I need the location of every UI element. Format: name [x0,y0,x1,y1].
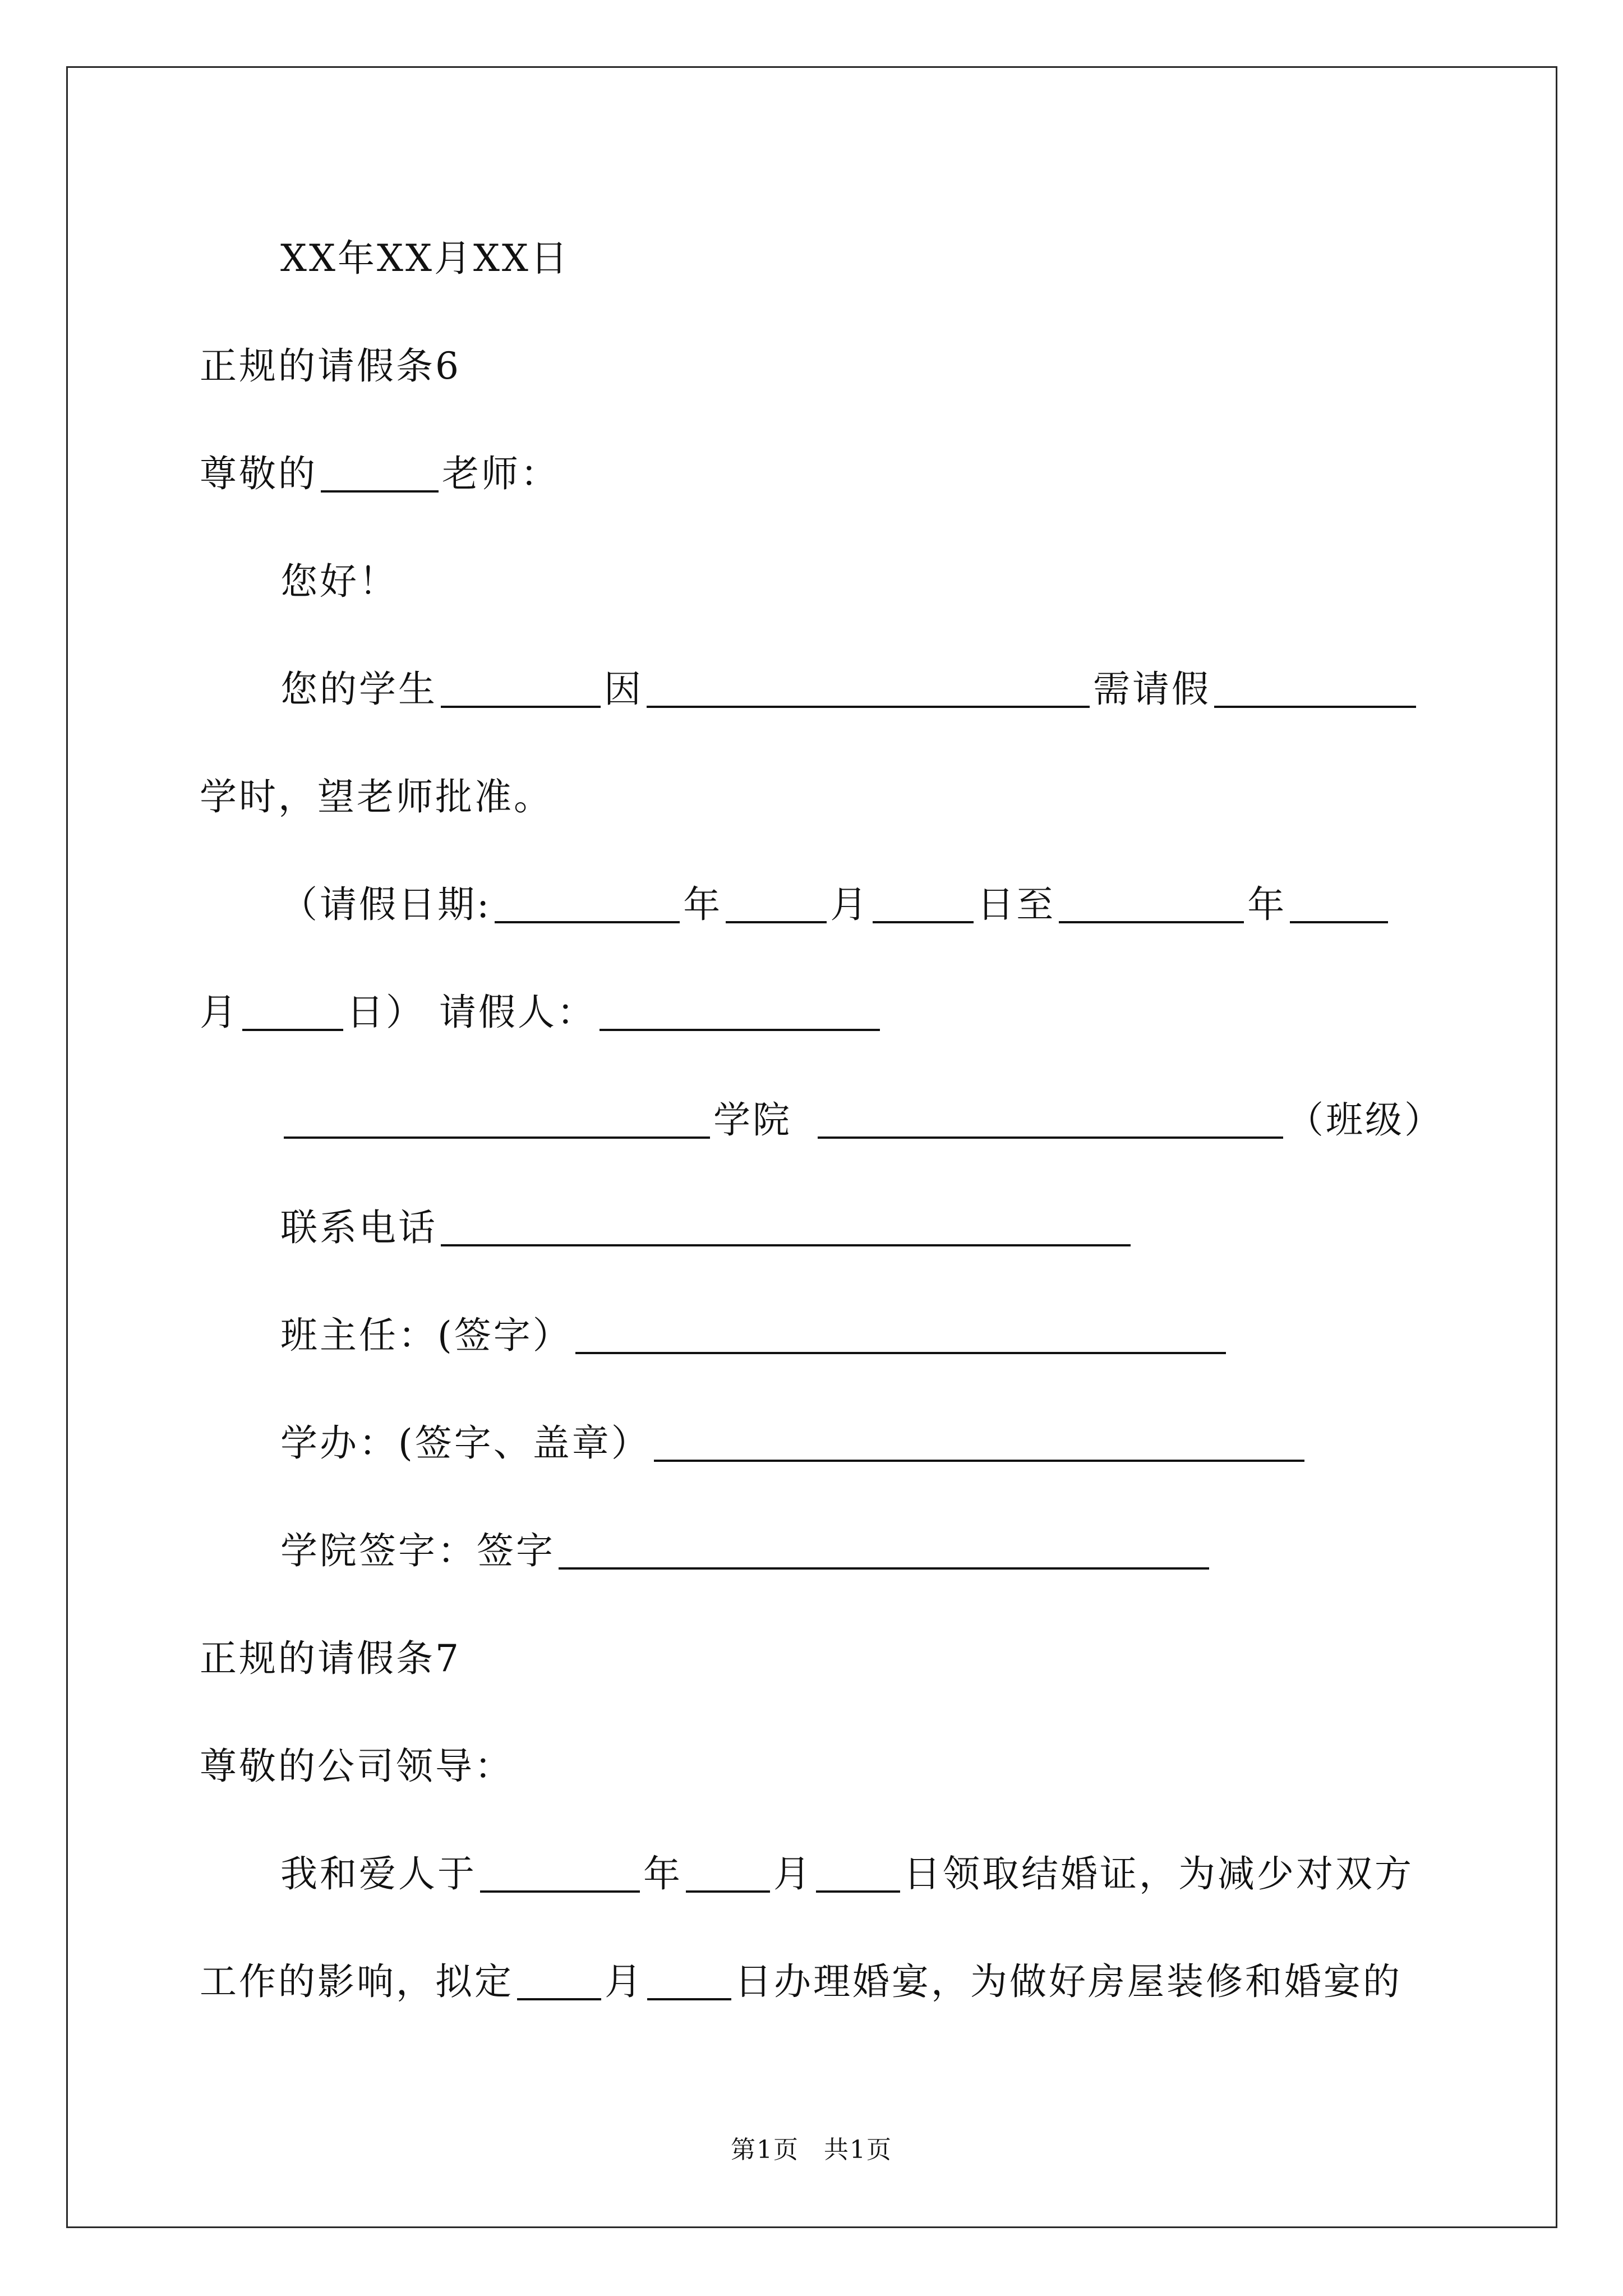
wedding-month-label: 月 [605,1960,644,2003]
head-teacher-line [280,1292,1229,1357]
class-label: （班级） [1287,1098,1444,1142]
student-name-blank[interactable] [441,672,601,708]
leave-date-label: （请假日期: [280,883,492,926]
wedding-plan-label: 工作的影响，拟定 [200,1960,514,2003]
college-signature-blank[interactable] [559,1534,1209,1570]
college-signature-label: 学院签字：签字 [280,1529,555,1572]
marriage-day-blank[interactable] [816,1857,900,1893]
month-label-1: 月 [830,883,870,926]
month-label-2: 月 [200,991,239,1034]
hours-blank[interactable] [1214,672,1416,708]
hello-line [280,539,398,603]
total-pages: 共1页 [824,2136,892,2164]
student-office-line [280,1400,1308,1465]
need-leave-label: 需请假 [1093,668,1211,711]
greeting-suffix: 老师： [442,452,560,495]
year-label-1: 年 [683,883,723,926]
start-year-blank[interactable] [495,887,680,923]
marriage-year-label: 年 [643,1852,683,1895]
section-title-7-text: 正规的请假条7 [200,1637,461,1680]
day-to-label: 日至 [977,883,1056,926]
date-text: XX年XX月XX日 [280,237,570,280]
college-blank[interactable] [284,1103,710,1139]
greeting-leaders [200,1723,514,1788]
start-day-blank[interactable] [873,887,974,923]
applicant-label: 日） 请假人： [347,991,596,1034]
college-signature-line [280,1508,1212,1570]
section-title-6-text: 正规的请假条6 [200,344,461,388]
student-label: 您的学生 [280,668,437,711]
marriage-month-blank[interactable] [686,1857,770,1893]
approval-text: 学时，望老师批准。 [200,775,553,818]
leave-date-line-1 [280,862,1391,926]
end-month-blank-start[interactable] [1290,887,1388,923]
college-class-line [280,1077,1444,1142]
marriage-year-blank[interactable] [480,1857,640,1893]
wedding-day-blank[interactable] [647,1964,731,2000]
marriage-month-label: 月 [773,1852,813,1895]
page-border [66,66,1557,2228]
class-blank[interactable] [818,1103,1283,1139]
page-footer [0,2129,1623,2165]
section-title-7 [200,1616,461,1680]
start-month-blank[interactable] [726,887,827,923]
phone-line [280,1185,1134,1249]
marriage-intro: 我和爱人于 [280,1852,477,1895]
marriage-body-line-2 [200,1939,1402,2003]
reason-blank[interactable] [647,672,1090,708]
end-day-blank[interactable] [242,995,343,1031]
wedding-body-text: 日办理婚宴，为做好房屋装修和婚宴的 [735,1960,1402,2003]
marriage-body-line-1 [280,1831,1414,1893]
greeting-teacher [200,431,560,493]
phone-label: 联系电话 [280,1206,437,1249]
reason-label: 因 [604,668,643,711]
greeting-leaders-text: 尊敬的公司领导： [200,1745,514,1788]
student-office-label: 学办：(签字、盖章） [280,1421,651,1465]
year-label-2: 年 [1247,883,1287,926]
date-line [280,215,570,280]
applicant-blank[interactable] [600,995,880,1031]
hello-text: 您好！ [280,560,398,603]
student-office-signature-blank[interactable] [654,1426,1304,1462]
section-title-6 [200,323,461,388]
college-label: 学院 [713,1098,792,1142]
head-teacher-label: 班主任：(签字） [280,1314,572,1357]
head-teacher-signature-blank[interactable] [575,1318,1226,1354]
marriage-body-text: 日领取结婚证，为减少对双方 [903,1852,1414,1895]
wedding-month-blank[interactable] [517,1964,601,2000]
end-year-blank[interactable] [1059,887,1244,923]
leave-body-line-1 [280,646,1419,711]
leave-body-line-2 [200,754,553,816]
greeting-prefix: 尊敬的 [200,452,317,495]
teacher-name-blank[interactable] [321,457,439,493]
leave-date-line-2 [200,969,883,1034]
phone-blank[interactable] [441,1211,1131,1246]
page-number: 第1页 [731,2136,799,2164]
